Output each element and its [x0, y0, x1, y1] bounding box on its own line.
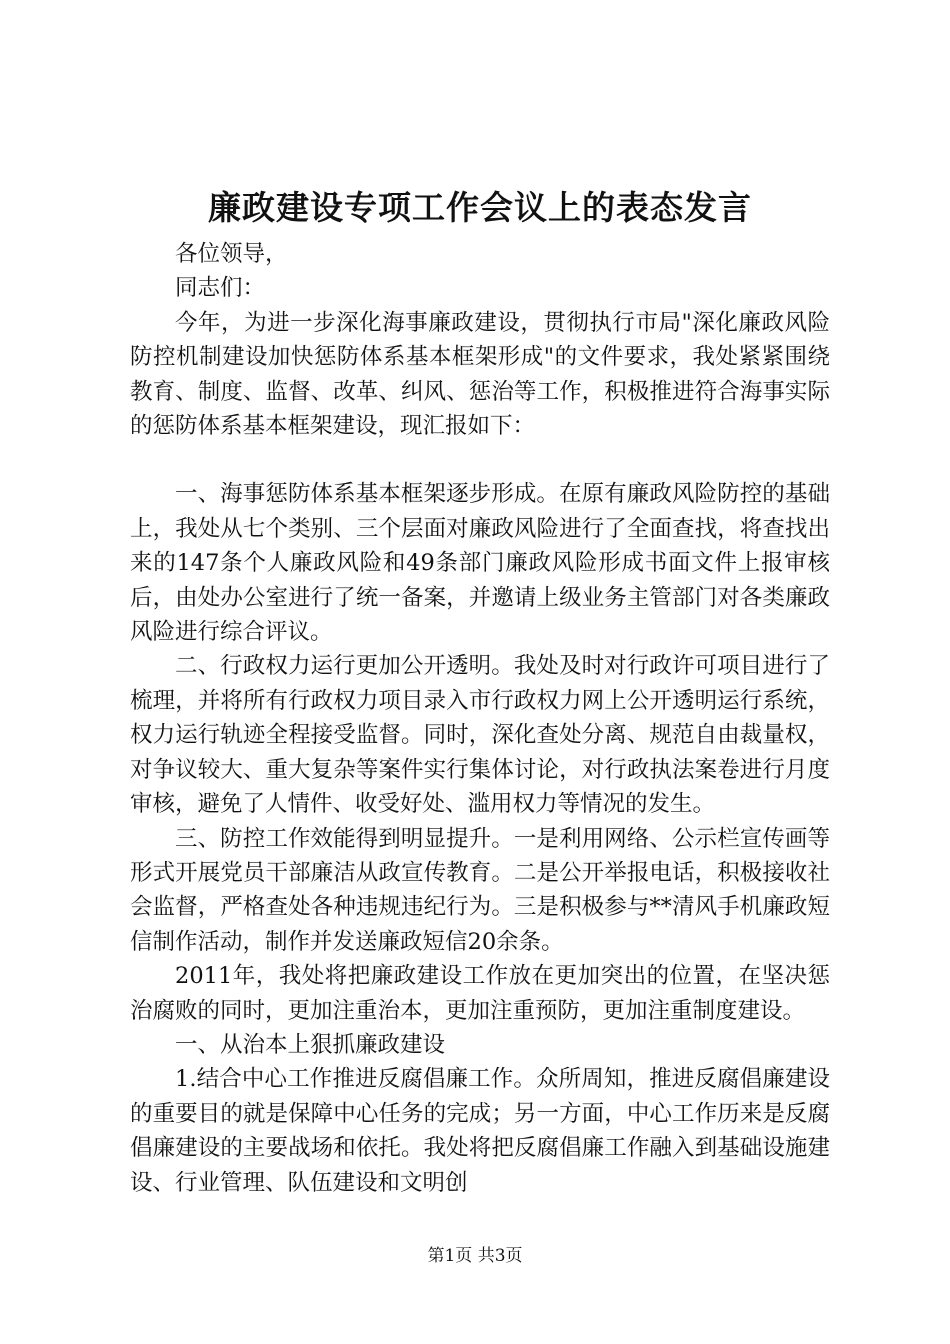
document-title: 廉政建设专项工作会议上的表态发言 — [208, 188, 752, 227]
document-body — [130, 237, 830, 1200]
paragraph-section-2: 二、行政权力运行更加公开透明。我处及时对行政许可项目进行了梳理，并将所有行政权力项目录入市行政权力网上公开透明运行系统，权力运行轨迹全程接受监督。同时，深化查处分离、规范自由裁量权，对争议较大、重大复杂等案件实行集体讨论，对行政执法案卷进行月度审核，避免了人情件、收受好处、滥用权力等情况的发生。 — [130, 653, 830, 818]
paragraph-2011-plan: 2011年，我处将把廉政建设工作放在更加突出的位置，在坚决惩治腐败的同时，更加注重治本，更加注重预防，更加注重制度建设。 — [130, 963, 830, 1024]
intro-paragraph: 今年，为进一步深化海事廉政建设，贯彻执行市局"深化廉政风险防控机制建设加快惩防体系基本框架形成"的文件要求，我处紧紧围绕教育、制度、监督、改革、纠风、惩治等工作，积极推进符合海事实际的惩防体系基本框架建设，现汇报如下： — [130, 309, 830, 440]
salutation-leaders: 各位领导， — [175, 241, 288, 267]
paragraph-section-3: 三、防控工作效能得到明显提升。一是利用网络、公示栏宣传画等形式开展党员干部廉洁从政宣传教育。二是公开举报电话，积极接收社会监督，严格查处各种违规违纪行为。三是积极参与**清风手机廉政短信制作活动，制作并发送廉政短信20余条。 — [130, 825, 830, 955]
heading-governance: 一、从治本上狠抓廉政建设 — [175, 1031, 446, 1058]
paragraph-item-1: 1.结合中心工作推进反腐倡廉工作。众所周知，推进反腐倡廉建设的重要目的就是保障中心任务的完成；另一方面，中心工作历来是反腐倡廉建设的主要战场和依托。我处将把反腐倡廉工作融入到基础设施建设、行业管理、队伍建设和文明创 — [130, 1066, 830, 1196]
document-page — [130, 0, 830, 1344]
salutation-comrades: 同志们： — [175, 275, 266, 302]
page-footer: 第1页 共3页 — [427, 1246, 523, 1266]
paragraph-section-1: 一、海事惩防体系基本框架逐步形成。在原有廉政风险防控的基础上，我处从七个类别、三个层面对廉政风险进行了全面查找，将查找出来的147条个人廉政风险和49条部门廉政风险形成书面文件上报审核后，由处办公室进行了统一备案，并邀请上级业务主管部门对各类廉政风险进行综合评议。 — [130, 481, 830, 646]
